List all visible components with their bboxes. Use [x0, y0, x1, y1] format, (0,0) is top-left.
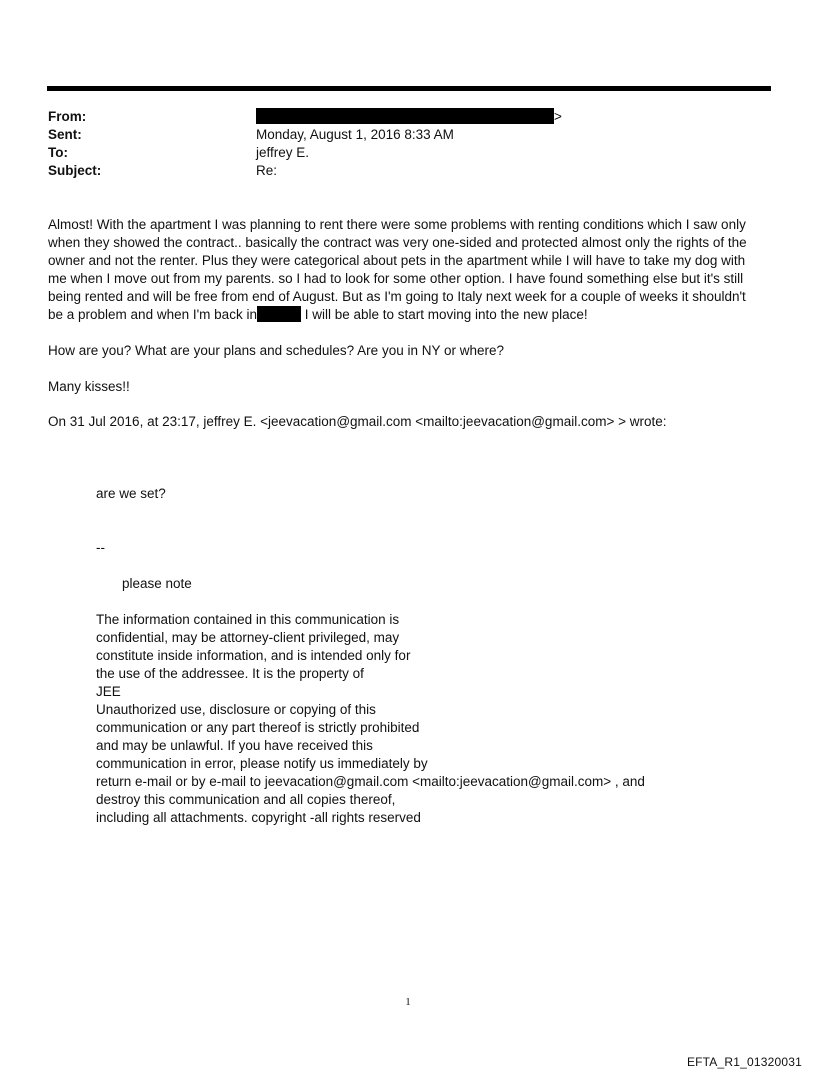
disclaimer-line: JEE	[96, 684, 121, 699]
disclaimer-line: Unauthorized use, disclosure or copying of this	[96, 702, 376, 717]
note-heading: please note	[122, 576, 192, 591]
signature-separator: --	[96, 540, 105, 555]
to-label: To:	[48, 145, 68, 160]
question-line: How are you? What are your plans and schedules? Are you in NY or where?	[48, 343, 505, 358]
body-line: me when I move out from my parents. so I had to look for some other option. I have found something else but it's still	[48, 271, 744, 286]
disclaimer-line: communication in error, please notify us immediately by	[96, 756, 428, 771]
signoff-line: Many kisses!!	[48, 379, 130, 394]
body-line: being rented and will be free from end of August. But as I'm going to Italy next week for a couple of weeks it shouldn't	[48, 289, 746, 304]
disclaimer-line: communication or any part thereof is strictly prohibited	[96, 720, 420, 735]
sent-value: Monday, August 1, 2016 8:33 AM	[256, 127, 454, 142]
document-id: EFTA_R1_01320031	[686, 1055, 802, 1069]
redacted-location	[257, 306, 301, 322]
header-rule	[47, 86, 771, 91]
sent-label: Sent:	[48, 127, 82, 142]
from-label: From:	[48, 109, 87, 124]
subject-label: Subject:	[48, 163, 102, 178]
disclaimer-line: destroy this communication and all copies thereof,	[96, 792, 396, 807]
to-value: jeffrey E.	[256, 145, 310, 160]
page-number: 1	[405, 996, 411, 1008]
disclaimer-line: including all attachments. copyright -all rights reserved	[96, 810, 421, 825]
message-body	[48, 216, 773, 324]
redacted-sender	[256, 108, 554, 124]
disclaimer-line: return e-mail or by e-mail to jeevacation@gmail.com <mailto:jeevacation@gmail.com> , and	[96, 774, 645, 789]
body-line: Almost! With the apartment I was planning to rent there were some problems with renting conditions which I saw only	[48, 217, 746, 232]
disclaimer-line: confidential, may be attorney-client privileged, may	[96, 630, 400, 645]
body-line: be a problem and when I'm back in I will be able to start moving into the new place!	[48, 307, 588, 322]
from-suffix: >	[554, 109, 562, 124]
disclaimer-line: and may be unlawful. If you have received this	[96, 738, 373, 753]
subject-value: Re:	[256, 163, 278, 178]
body-line: owner and not the renter. Plus they were categorical about pets in the apartment while I will have to take my dog with	[48, 253, 746, 268]
disclaimer-block	[96, 611, 645, 827]
disclaimer-line: The information contained in this communication is	[96, 612, 400, 627]
quoted-message: are we set?	[96, 486, 166, 501]
body-line: when they showed the contract.. basically the contract was very one-sided and protected almost only the rights of the	[48, 235, 747, 250]
quote-intro: On 31 Jul 2016, at 23:17, jeffrey E. <jeevacation@gmail.com <mailto:jeevacation@gmail.com> > wrote:	[48, 414, 667, 429]
disclaimer-line: the use of the addressee. It is the property of	[96, 666, 364, 681]
disclaimer-line: constitute inside information, and is intended only for	[96, 648, 411, 663]
